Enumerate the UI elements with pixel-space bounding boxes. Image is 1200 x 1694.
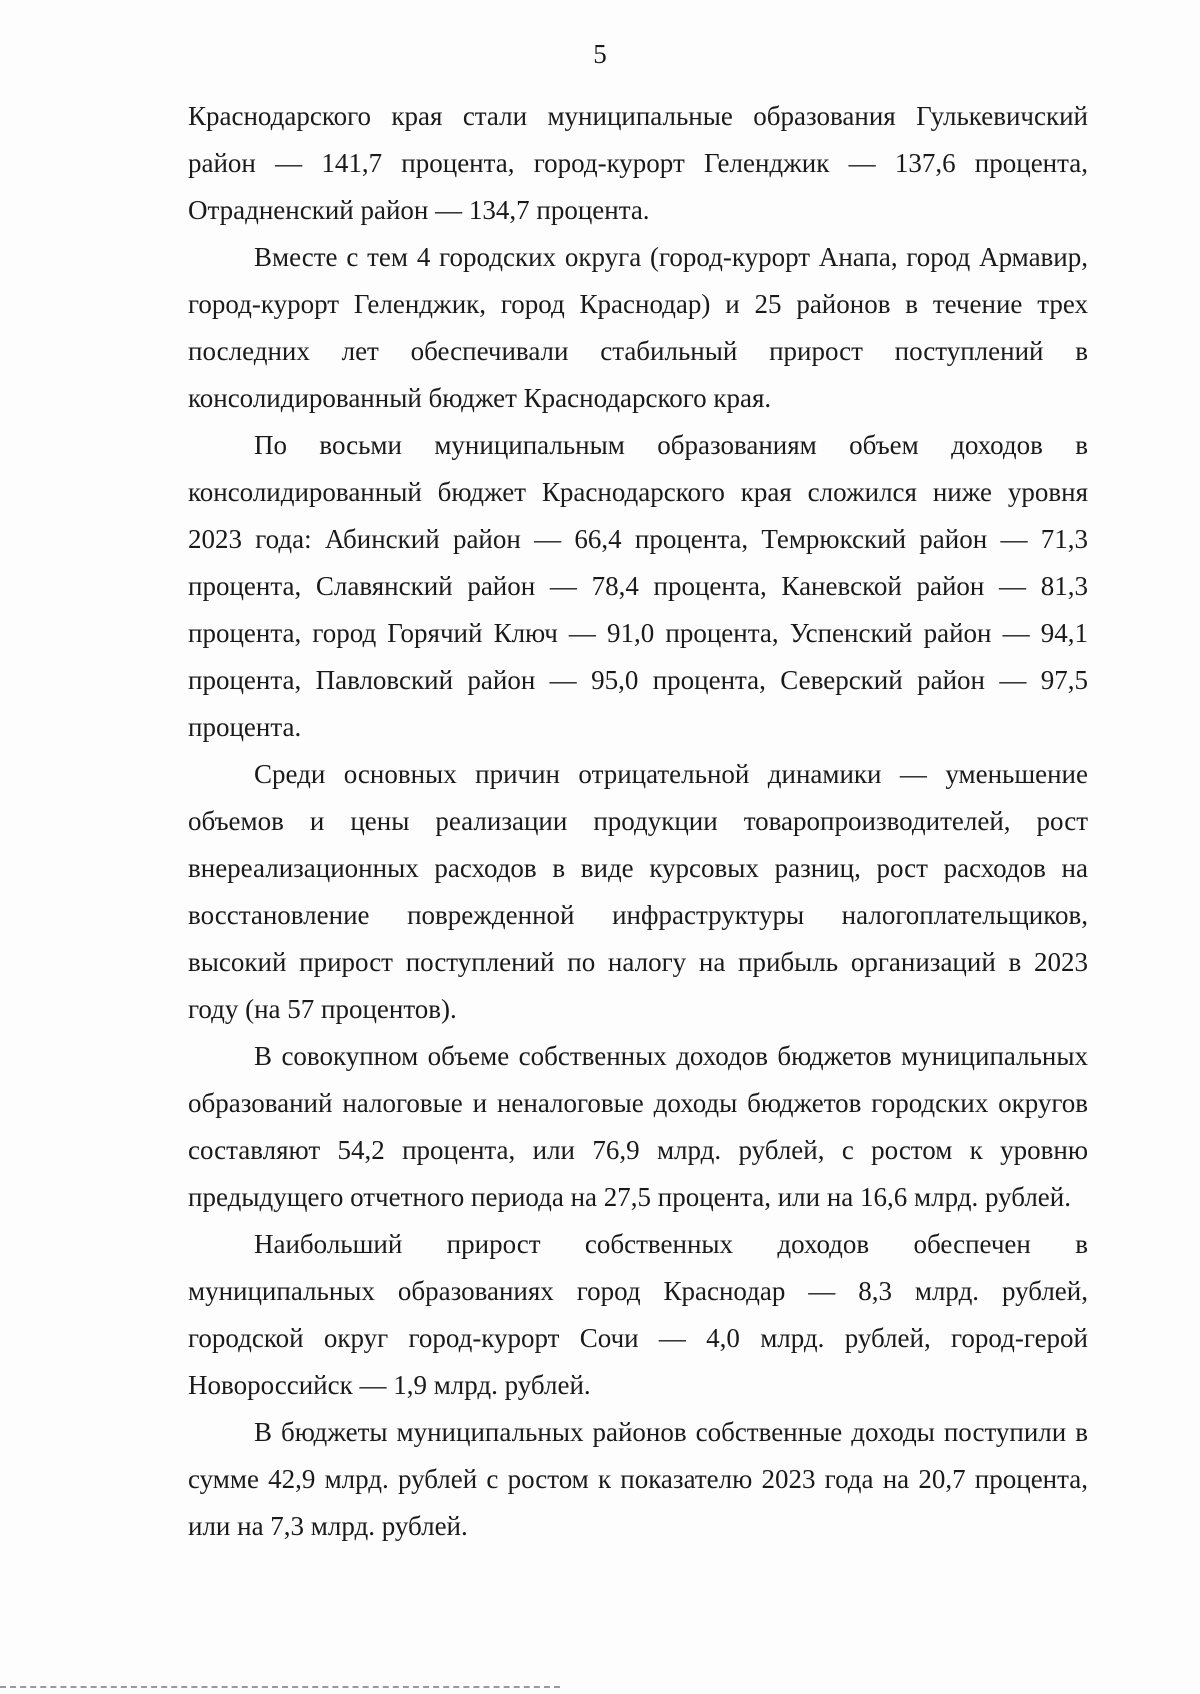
document-body [188, 93, 1088, 1550]
paragraph-3: По восьми муниципальным образованиям объем доходов в консолидированный бюджет Краснодарского края сложился ниже уровня 2023 года: Абинский район — 66,4 процента, Темрюкский район — 71,3 процента, Славянский район — 78,4 процента, Каневской район — 81,3 процента, город Горячий Ключ — 91,0 процента, Успенский район — 94,1 процента, Павловский район — 95,0 процента, Северский район — 97,5 процента. [188, 430, 1088, 742]
page-number: 5 [593, 39, 607, 69]
scan-edge-line [0, 1686, 560, 1688]
paragraph-2: Вместе с тем 4 городских округа (город-курорт Анапа, город Армавир, город-курорт Геленджик, город Краснодар) и 25 районов в течение трех последних лет обеспечивали стабильный прирост поступлений в консолидированный бюджет Краснодарского края. [188, 242, 1088, 413]
paragraph-4: Среди основных причин отрицательной динамики — уменьшение объемов и цены реализации продукции товаропроизводителей, рост внереализационных расходов в виде курсовых разниц, рост расходов на восстановление поврежденной инфраструктуры налогоплательщиков, высокий прирост поступлений по налогу на прибыль организаций в 2023 году (на 57 процентов). [188, 759, 1088, 1024]
paragraph-6: Наибольший прирост собственных доходов обеспечен в муниципальных образованиях город Краснодар — 8,3 млрд. рублей, городской округ город-курорт Сочи — 4,0 млрд. рублей, город-герой Новороссийск — 1,9 млрд. рублей. [188, 1229, 1088, 1400]
paragraph-5: В совокупном объеме собственных доходов бюджетов муниципальных образований налоговые и неналоговые доходы бюджетов городских округов составляют 54,2 процента, или 76,9 млрд. рублей, с ростом к уровню предыдущего отчетного периода на 27,5 процента, или на 16,6 млрд. рублей. [188, 1041, 1088, 1212]
paragraph-7: В бюджеты муниципальных районов собственные доходы поступили в сумме 42,9 млрд. рублей с ростом к показателю 2023 года на 20,7 процента, или на 7,3 млрд. рублей. [188, 1417, 1088, 1541]
paragraph-1: Краснодарского края стали муниципальные образования Гулькевичский район — 141,7 процента, город-курорт Геленджик — 137,6 процента, Отрадненский район — 134,7 процента. [188, 101, 1088, 225]
